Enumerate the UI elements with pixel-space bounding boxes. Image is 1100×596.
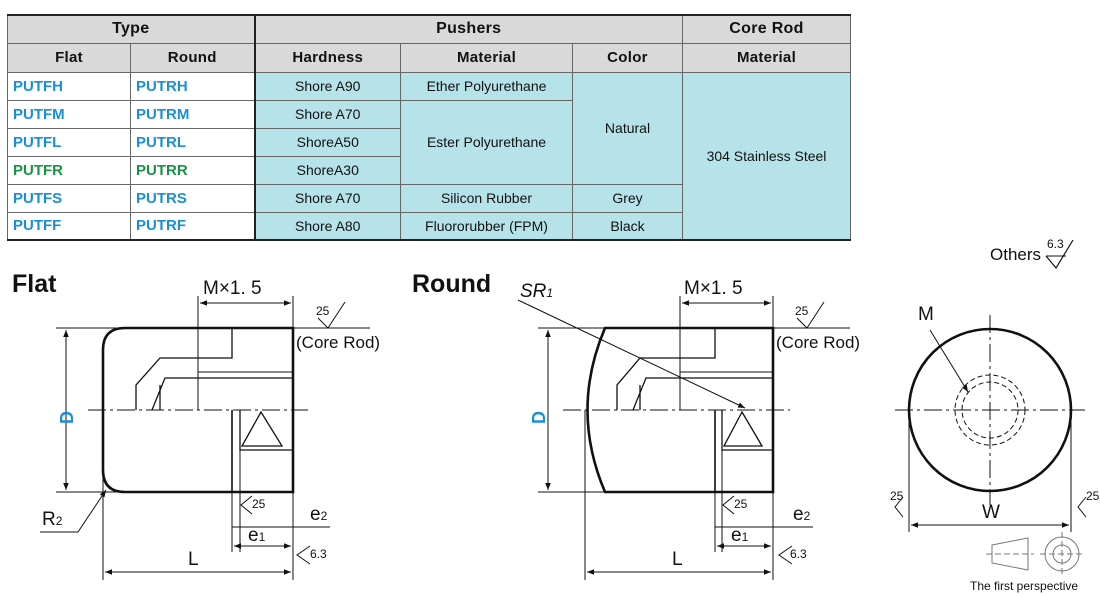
header-core-rod: Core Rod — [683, 15, 851, 43]
flat-R-text: R — [42, 509, 56, 530]
end-view-M-label: M — [918, 304, 934, 325]
flat-title: Flat — [12, 270, 57, 298]
header-core-material: Material — [683, 43, 851, 72]
round-code: PUTRM — [131, 100, 255, 128]
header-pushers: Pushers — [255, 15, 683, 43]
end-view-roughness-left: 25 — [890, 489, 904, 503]
round-D-label: D — [529, 411, 549, 424]
round-e1-text: e — [731, 525, 742, 546]
round-L-label: L — [672, 549, 683, 570]
flat-L-label: L — [188, 549, 199, 570]
header-material: Material — [401, 43, 573, 72]
flat-thread-inner — [152, 378, 293, 410]
end-view — [895, 237, 1086, 532]
flat-core-triangle — [242, 412, 282, 446]
header-flat: Flat — [8, 43, 131, 72]
material-cell: Ether Polyurethane — [401, 72, 573, 100]
material-cell: Silicon Rubber — [401, 184, 573, 212]
flat-thread-profile — [136, 328, 232, 410]
hardness-cell: Shore A90 — [255, 72, 401, 100]
hardness-cell: ShoreA50 — [255, 128, 401, 156]
projection-note: The first perspective — [970, 579, 1079, 593]
core-rod-material-text: 304 Stainless Steel — [706, 147, 827, 164]
round-code: PUTRH — [131, 72, 255, 100]
first-angle-projection-icon — [986, 532, 1084, 576]
hardness-cell: Shore A70 — [255, 184, 401, 212]
end-view-roughness-right — [1078, 497, 1086, 517]
flat-roughness-end: 6.3 — [310, 547, 327, 561]
header-round: Round — [131, 43, 255, 72]
header-type: Type — [8, 15, 255, 43]
flat-code: PUTFF — [8, 212, 131, 240]
round-roughness-end: 6.3 — [790, 547, 807, 561]
flat-R-sub: 2 — [55, 514, 63, 528]
round-e2-text: e — [793, 504, 804, 525]
round-e2-sub: 2 — [803, 509, 811, 523]
hardness-cell: Shore A80 — [255, 212, 401, 240]
header-hardness: Hardness — [255, 43, 401, 72]
flat-roughness-side: 25 — [252, 497, 266, 511]
round-title: Round — [412, 270, 492, 298]
round-e1-label — [731, 526, 748, 545]
round-roughness-top: 25 — [795, 304, 809, 318]
flat-code: PUTFL — [8, 128, 131, 156]
round-code: PUTRL — [131, 128, 255, 156]
color-cell: Black — [573, 212, 683, 240]
flat-roughness-end-symbol — [297, 546, 310, 564]
flat-e1-sub: 1 — [258, 530, 266, 544]
round-SR-leader — [518, 300, 745, 408]
flat-R-label — [42, 510, 62, 529]
hardness-cell: ShoreA30 — [255, 156, 401, 184]
round-code: PUTRF — [131, 212, 255, 240]
flat-core-rod-note: (Core Rod) — [296, 333, 381, 352]
round-SR-text: SR — [520, 281, 547, 302]
flat-e2-label — [310, 505, 327, 524]
round-SR-label — [520, 282, 553, 301]
round-e2-label — [793, 505, 810, 524]
material-cell-ester: Ester Polyurethane — [401, 100, 573, 184]
round-thread-dim: M×1. 5 — [684, 278, 743, 299]
flat-roughness-top: 25 — [316, 304, 330, 318]
flat-thread-dim: M×1. 5 — [203, 278, 262, 299]
round-code: PUTRR — [131, 156, 255, 184]
flat-D-label: D — [57, 411, 77, 424]
flat-code: PUTFS — [8, 184, 131, 212]
color-cell-natural: Natural — [573, 72, 683, 184]
hardness-cell: Shore A70 — [255, 100, 401, 128]
flat-e1-label — [248, 526, 265, 545]
header-color: Color — [573, 43, 683, 72]
end-view-roughness-right: 25 — [1086, 489, 1100, 503]
round-e1-sub: 1 — [741, 530, 749, 544]
others-roughness-value: 6.3 — [1047, 237, 1064, 251]
color-cell: Grey — [573, 184, 683, 212]
round-code: PUTRS — [131, 184, 255, 212]
round-core-rod-note: (Core Rod) — [776, 333, 861, 352]
flat-code: PUTFR — [8, 156, 131, 184]
flat-e2-text: e — [310, 504, 321, 525]
flat-e2-sub: 2 — [320, 509, 328, 523]
others-label: Others — [990, 245, 1042, 264]
round-SR-sub: 1 — [546, 286, 554, 300]
flat-e1-text: e — [248, 525, 259, 546]
round-roughness-side: 25 — [734, 497, 748, 511]
flat-code: PUTFM — [8, 100, 131, 128]
material-cell: Fluororubber (FPM) — [401, 212, 573, 240]
flat-roughness-side-symbol — [241, 496, 252, 514]
end-view-W-label: W — [982, 502, 1000, 523]
round-core-triangle — [724, 412, 762, 446]
flat-code: PUTFH — [8, 72, 131, 100]
